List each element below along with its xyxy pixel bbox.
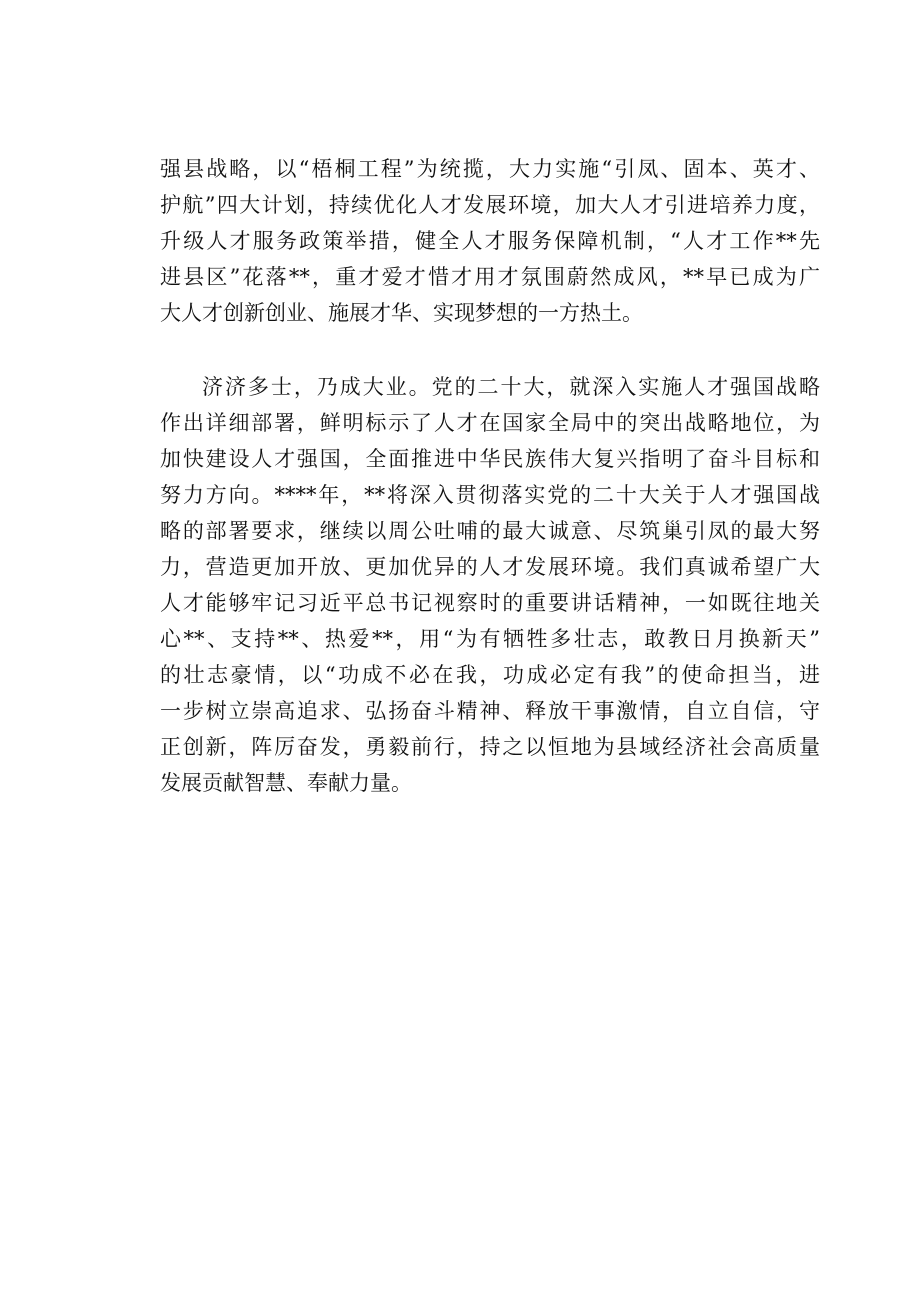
paragraph-line: 力，营造更加开放、更加优异的人才发展环境。我们真诚希望广大 bbox=[160, 555, 820, 579]
paragraph-first-line: 济济多士，乃成大业。党的二十大，就深入实施人才强国战略 bbox=[202, 375, 820, 399]
paragraph-line: 人才能够牢记习近平总书记视察时的重要讲话精神，一如既往地关 bbox=[160, 591, 820, 615]
paragraph-line: 进县区”花落**，重才爱才惜才用才氛围蔚然成风，**早已成为广 bbox=[160, 265, 820, 289]
paragraph-line: 升级人才服务政策举措，健全人才服务保障机制，“人才工作**先 bbox=[160, 229, 820, 253]
paragraph-line: 的壮志豪情，以“功成不必在我，功成必定有我”的使命担当，进 bbox=[160, 663, 820, 687]
paragraph-line: 正创新，阵厉奋发，勇毅前行，持之以恒地为县域经济社会高质量 bbox=[160, 735, 820, 759]
paragraph-line: 发展贡献智慧、奉献力量。 bbox=[160, 771, 412, 795]
paragraph-line: 护航”四大计划，持续优化人才发展环境，加大人才引进培养力度， bbox=[160, 193, 820, 217]
paragraph-line: 加快建设人才强国，全面推进中华民族伟大复兴指明了奋斗目标和 bbox=[160, 447, 820, 471]
paragraph-line: 努力方向。****年，**将深入贯彻落实党的二十大关于人才强国战 bbox=[160, 483, 820, 507]
paragraph-line: 心**、支持**、热爱**，用“为有牺牲多壮志，敢教日月换新天” bbox=[160, 627, 820, 651]
paragraph-line: 略的部署要求，继续以周公吐哺的最大诚意、尽筑巢引凤的最大努 bbox=[160, 519, 820, 543]
paragraph-line: 强县战略，以“梧桐工程”为统揽，大力实施“引凤、固本、英才、 bbox=[160, 157, 820, 181]
paragraph-1 bbox=[160, 151, 820, 331]
paragraph-line: 大人才创新创业、施展才华、实现梦想的一方热土。 bbox=[160, 301, 643, 325]
paragraph-2 bbox=[160, 369, 820, 801]
paragraph-line: 一步树立崇高追求、弘扬奋斗精神、释放干事激情，自立自信，守 bbox=[160, 699, 820, 723]
paragraph-line: 作出详细部署，鲜明标示了人才在国家全局中的突出战略地位，为 bbox=[160, 411, 820, 435]
